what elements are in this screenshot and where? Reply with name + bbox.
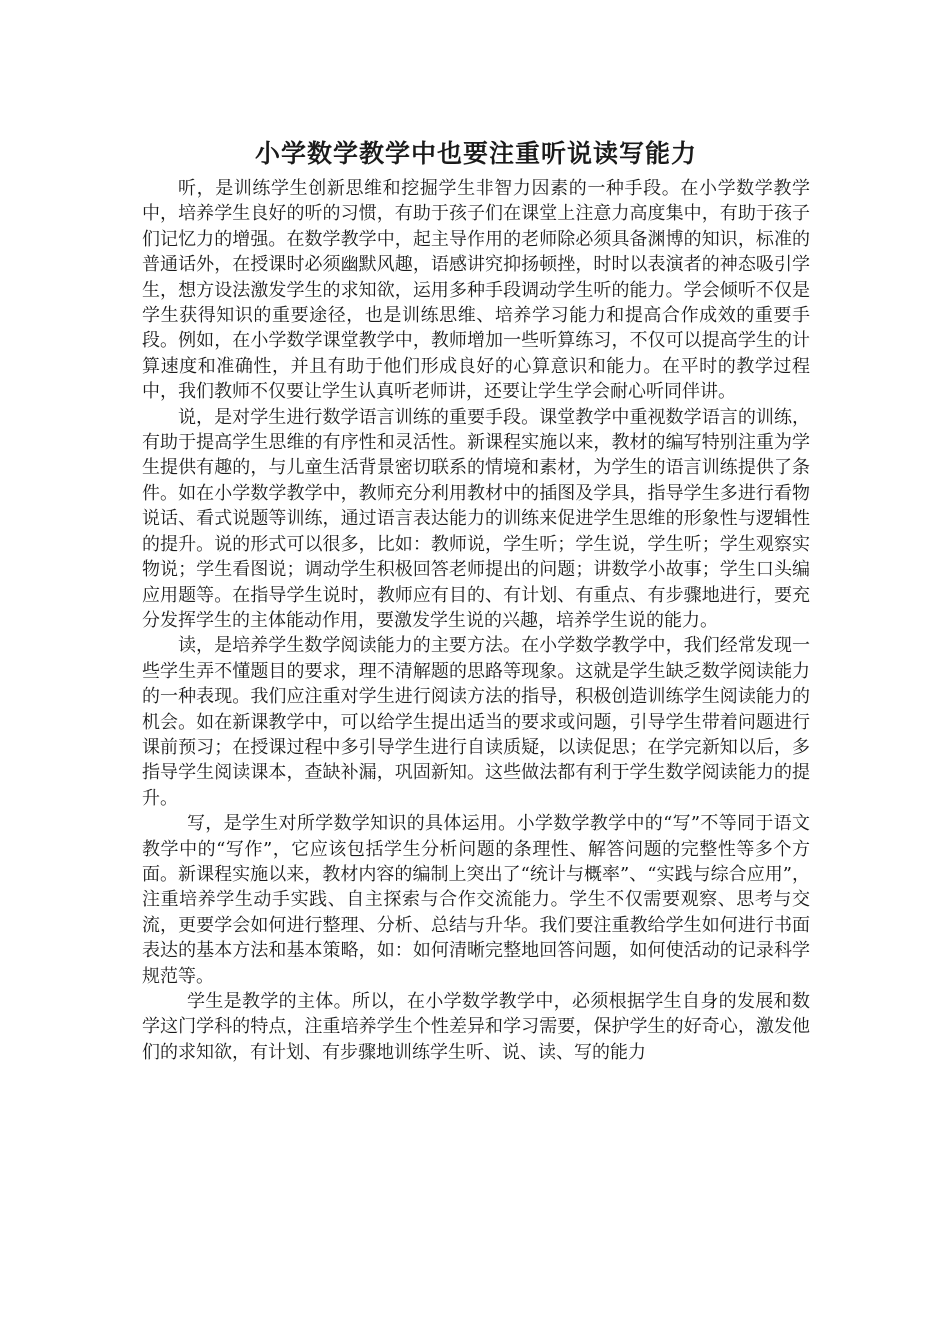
paragraph-reading: 读，是培养学生数学阅读能力的主要方法。在小学数学教学中，我们经常发现一些学生弄不懂题目的要求，理不清解题的思路等现象。这就是学生缺乏数学阅读能力的一种表现。我们应注重对学生进行阅读方法的指导，积极创造训练学生阅读能力的机会。如在新课教学中，可以给学生提出适当的要求或问题，引导学生带着问题进行课前预习；在授课过程中多引导学生进行自读质疑，以读促思；在学完新知以后，多指导学生阅读课本，查缺补漏，巩固新知。这些做法都有利于学生数学阅读能力的提升。 [142,635,810,809]
document-page [142,130,810,1065]
paragraph-speaking: 说，是对学生进行数学语言训练的重要手段。课堂教学中重视数学语言的训练，有助于提高学生思维的有序性和灵活性。新课程实施以来，教材的编写特别注重为学生提供有趣的，与儿童生活背景密切联系的情境和素材，为学生的语言训练提供了条件。如在小学数学教学中，教师充分利用教材中的插图及学具，指导学生多进行看物说话、看式说题等训练，通过语言表达能力的训练来促进学生思维的形象性与逻辑性的提升。说的形式可以很多，比如：教师说，学生听；学生说，学生听；学生观察实物说；学生看图说；调动学生积极回答老师提出的问题；讲数学小故事；学生口头编应用题等。在指导学生说时，教师应有目的、有计划、有重点、有步骤地进行，要充分发挥学生的主体能动作用，要激发学生说的兴趣，培养学生说的能力。 [142,406,810,631]
paragraph-conclusion: 学生是教学的主体。所以，在小学数学教学中，必须根据学生自身的发展和数学这门学科的特点，注重培养学生个性差异和学习需要，保护学生的好奇心，激发他们的求知欲，有计划、有步骤地训练学生听、说、读、写的能力 [142,991,810,1063]
document-title: 小学数学教学中也要注重听说读写能力 [254,139,697,168]
paragraph-writing: 写，是学生对所学数学知识的具体运用。小学数学教学中的“写”不等同于语文教学中的“写作”，它应该包括学生分析问题的条理性、解答问题的完整性等多个方面。新课程实施以来，教材内容的编制上突出了“统计与概率”、“实践与综合应用”，注重培养学生动手实践、自主探索与合作交流能力。学生不仅需要观察、思考与交流，更要学会如何进行整理、分析、总结与升华。我们要注重教给学生如何进行书面表达的基本方法和基本策略，如：如何清晰完整地回答问题，如何使活动的记录科学规范等。 [142,813,810,987]
paragraph-listening: 听，是训练学生创新思维和挖掘学生非智力因素的一种手段。在小学数学教学中，培养学生良好的听的习惯，有助于孩子们在课堂上注意力高度集中，有助于孩子们记忆力的增强。在数学教学中，起主导作用的老师除必须具备渊博的知识，标准的普通话外，在授课时必须幽默风趣，语感讲究抑扬顿挫，时时以表演者的神态吸引学生，想方设法激发学生的求知欲，运用多种手段调动学生听的能力。学会倾听不仅是学生获得知识的重要途径，也是训练思维、培养学习能力和提高合作成效的重要手段。例如，在小学数学课堂教学中，教师增加一些听算练习，不仅可以提高学生的计算速度和准确性，并且有助于他们形成良好的心算意识和能力。在平时的教学过程中，我们教师不仅要让学生认真听老师讲，还要让学生学会耐心听同伴讲。 [142,178,810,403]
